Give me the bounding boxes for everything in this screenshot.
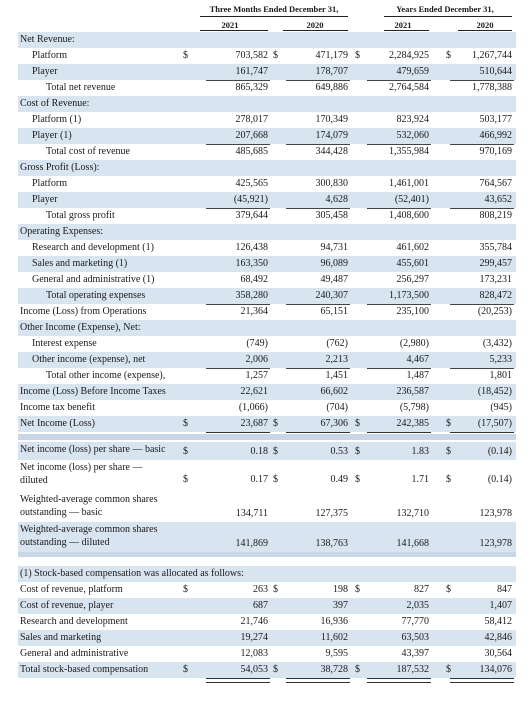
cell-value: 0.49	[330, 474, 348, 485]
cell-value: 141,668	[396, 538, 429, 549]
cell-value: 9,595	[325, 648, 348, 659]
col-header-q2021: 2021	[221, 20, 239, 30]
cell-value: 67,306	[320, 418, 348, 429]
dollar-sign: $	[446, 418, 451, 429]
cell-value: 687	[253, 600, 268, 611]
dollar-sign: $	[183, 50, 188, 61]
dollar-sign: $	[446, 50, 451, 61]
col-rule-1	[200, 30, 268, 31]
row-label: Income (Loss) Before Income Taxes	[20, 386, 166, 397]
row-label: Operating Expenses:	[20, 226, 104, 237]
row-label: General and administrative (1)	[32, 274, 155, 285]
row-label: Cost of Revenue:	[20, 98, 90, 109]
total-double-rule	[206, 678, 270, 683]
dollar-sign: $	[183, 474, 188, 485]
table-row	[18, 48, 516, 64]
table-row	[18, 96, 516, 112]
dollar-sign: $	[446, 474, 451, 485]
cell-value: 479,659	[396, 66, 429, 77]
cell-value: 1,267,744	[472, 50, 512, 61]
table-row	[18, 352, 516, 368]
row-label: Total stock-based compensation	[20, 664, 149, 675]
cell-value: 54,053	[240, 664, 268, 675]
cell-value: (945)	[490, 402, 512, 413]
cell-value: 66,602	[320, 386, 348, 397]
col-rule-4	[458, 30, 512, 31]
table-row	[18, 272, 516, 288]
table-row	[18, 384, 516, 400]
row-label: Cost of revenue, player	[20, 600, 114, 611]
cell-value: 1,408,600	[389, 210, 429, 221]
table-row	[18, 646, 516, 662]
cell-value: 134,076	[479, 664, 512, 675]
cell-value: 278,017	[235, 114, 268, 125]
table-row	[18, 522, 516, 552]
row-label: Platform	[32, 178, 67, 189]
dollar-sign: $	[355, 474, 360, 485]
cell-value: 0.18	[250, 446, 268, 457]
table-row	[18, 112, 516, 128]
cell-value: 1.83	[411, 446, 429, 457]
cell-value: 532,060	[396, 130, 429, 141]
cell-value: 2,284,925	[389, 50, 429, 61]
table-row	[18, 256, 516, 272]
table-row	[18, 64, 516, 80]
cell-value: 207,668	[235, 130, 268, 141]
cell-value: 2,764,584	[389, 82, 429, 93]
table-row	[18, 224, 516, 240]
col-header-y2020: 2020	[476, 20, 494, 30]
cell-value: 163,350	[235, 258, 268, 269]
table-row	[18, 240, 516, 256]
row-label: Weighted-average common shares	[20, 524, 158, 535]
three-months-header: Three Months Ended December 31,	[209, 4, 339, 14]
cell-value: 300,830	[315, 178, 348, 189]
row-label: Net Income (Loss)	[20, 418, 95, 429]
cell-value: (17,507)	[477, 418, 512, 429]
total-double-rule	[367, 678, 431, 683]
cell-value: 38,728	[320, 664, 348, 675]
table-row	[18, 630, 516, 646]
cell-value: 77,770	[401, 616, 429, 627]
cell-value: 2,006	[245, 354, 268, 365]
row-label: Weighted-average common shares	[20, 494, 158, 505]
total-double-rule	[286, 678, 350, 683]
cell-value: 11,602	[320, 632, 348, 643]
dollar-sign: $	[355, 50, 360, 61]
row-label: Total operating expenses	[46, 290, 146, 301]
cell-value: 1,257	[245, 370, 268, 381]
table-row	[18, 160, 516, 176]
cell-value: (762)	[326, 338, 348, 349]
dollar-sign: $	[183, 584, 188, 595]
cell-value: 123,978	[479, 508, 512, 519]
table-row	[18, 288, 516, 304]
cell-value: 94,731	[320, 242, 348, 253]
dollar-sign: $	[273, 474, 278, 485]
cell-value: 1,355,984	[389, 146, 429, 157]
cell-value: 141,869	[235, 538, 268, 549]
cell-value: 127,375	[315, 508, 348, 519]
cell-value: 21,746	[240, 616, 268, 627]
total-double-rule	[450, 678, 514, 683]
cell-value: 43,652	[484, 194, 512, 205]
dollar-sign: $	[183, 418, 188, 429]
cell-value: 21,364	[240, 306, 268, 317]
dollar-sign: $	[273, 584, 278, 595]
dollar-sign: $	[446, 664, 451, 675]
cell-value: (5,798)	[399, 402, 429, 413]
cell-value: (20,253)	[477, 306, 512, 317]
table-row	[18, 304, 516, 320]
cell-value: 1,173,500	[389, 290, 429, 301]
cell-value: 4,628	[325, 194, 348, 205]
cell-value: 173,231	[479, 274, 512, 285]
cell-value: (2,980)	[399, 338, 429, 349]
cell-value: 236,587	[396, 386, 429, 397]
col-header-y2021: 2021	[394, 20, 412, 30]
cell-value: 299,457	[479, 258, 512, 269]
cell-value: 4,467	[406, 354, 429, 365]
cell-value: 43,397	[401, 648, 429, 659]
table-row	[18, 492, 516, 522]
cell-value: 827	[414, 584, 429, 595]
cell-value: 23,687	[240, 418, 268, 429]
row-label: Player	[32, 194, 58, 205]
table-row	[18, 416, 516, 432]
table-row	[18, 598, 516, 614]
years-header: Years Ended December 31,	[396, 4, 494, 14]
row-label: Cost of revenue, platform	[20, 584, 123, 595]
table-row	[18, 192, 516, 208]
dollar-sign: $	[273, 664, 278, 675]
cell-value: 355,784	[479, 242, 512, 253]
cell-value: 503,177	[479, 114, 512, 125]
cell-value: 344,428	[315, 146, 348, 157]
section-separator	[18, 552, 516, 557]
row-label: Total gross profit	[46, 210, 115, 221]
cell-value: 30,564	[484, 648, 512, 659]
cell-value: (704)	[326, 402, 348, 413]
cell-value: 1,407	[489, 600, 512, 611]
table-row	[18, 368, 516, 384]
cell-value: 510,644	[479, 66, 512, 77]
row-label: Total cost of revenue	[46, 146, 130, 157]
cell-value: 305,458	[315, 210, 348, 221]
section-separator	[18, 434, 516, 440]
cell-value: 2,035	[406, 600, 429, 611]
cell-value: 242,385	[396, 418, 429, 429]
cell-value: (52,401)	[394, 194, 429, 205]
row-label: Net income (loss) per share — basic	[20, 444, 166, 455]
cell-value: 174,079	[315, 130, 348, 141]
row-label: Net Revenue:	[20, 34, 75, 45]
table-row	[18, 582, 516, 598]
row-label: outstanding — basic	[20, 507, 103, 518]
table-row	[18, 128, 516, 144]
cell-value: 134,711	[235, 508, 268, 519]
cell-value: 161,747	[235, 66, 268, 77]
cell-value: 703,582	[235, 50, 268, 61]
row-label: Interest expense	[32, 338, 97, 349]
row-label: Player	[32, 66, 58, 77]
row-label: Platform (1)	[32, 114, 82, 125]
cell-value: 68,492	[240, 274, 268, 285]
dollar-sign: $	[273, 418, 278, 429]
cell-value: 65,151	[320, 306, 348, 317]
row-label: outstanding — diluted	[20, 537, 110, 548]
row-label: Total other income (expense),	[46, 370, 166, 381]
cell-value: 358,280	[235, 290, 268, 301]
header-rule-q	[200, 16, 348, 17]
cell-value: 828,472	[479, 290, 512, 301]
cell-value: 16,936	[320, 616, 348, 627]
row-label: Player (1)	[32, 130, 72, 141]
table-row	[18, 80, 516, 96]
row-label: Total net revenue	[46, 82, 116, 93]
cell-value: 461,602	[396, 242, 429, 253]
cell-value: 1,778,388	[472, 82, 512, 93]
cell-value: 397	[333, 600, 348, 611]
cell-value: 865,329	[235, 82, 268, 93]
cell-value: 96,089	[320, 258, 348, 269]
dollar-sign: $	[446, 584, 451, 595]
dollar-sign: $	[355, 664, 360, 675]
cell-value: 178,707	[315, 66, 348, 77]
cell-value: (749)	[246, 338, 268, 349]
table-row	[18, 400, 516, 416]
cell-value: 263	[253, 584, 268, 595]
cell-value: 970,169	[479, 146, 512, 157]
row-label: Income (Loss) from Operations	[20, 306, 147, 317]
table-row	[18, 614, 516, 630]
row-label: Sales and marketing (1)	[32, 258, 128, 269]
cell-value: 425,565	[235, 178, 268, 189]
table-row	[18, 662, 516, 678]
cell-value: 42,846	[484, 632, 512, 643]
cell-value: 1,487	[406, 370, 429, 381]
cell-value: 466,992	[479, 130, 512, 141]
dollar-sign: $	[183, 446, 188, 457]
row-label: General and administrative	[20, 648, 129, 659]
table-row	[18, 32, 516, 48]
cell-value: 12,083	[240, 648, 268, 659]
row-label: Sales and marketing	[20, 632, 102, 643]
cell-value: 1,461,001	[389, 178, 429, 189]
cell-value: 22,621	[240, 386, 268, 397]
cell-value: 1,451	[325, 370, 348, 381]
cell-value: (45,921)	[233, 194, 268, 205]
col-rule-3	[384, 30, 429, 31]
cell-value: 58,412	[484, 616, 512, 627]
cell-value: 2,213	[325, 354, 348, 365]
cell-value: 1.71	[411, 474, 429, 485]
dollar-sign: $	[273, 50, 278, 61]
cell-value: 1,801	[489, 370, 512, 381]
cell-value: 808,219	[479, 210, 512, 221]
cell-value: 0.17	[250, 474, 268, 485]
cell-value: 485,685	[235, 146, 268, 157]
header-rule-y	[384, 16, 512, 17]
table-row	[18, 336, 516, 352]
cell-value: (0.14)	[487, 474, 512, 485]
dollar-sign: $	[183, 664, 188, 675]
cell-value: (3,432)	[482, 338, 512, 349]
row-label: (1) Stock-based compensation was allocated as follows:	[20, 568, 244, 579]
row-label: Net income (loss) per share —	[20, 462, 143, 473]
cell-value: 379,644	[235, 210, 268, 221]
cell-value: 471,179	[315, 50, 348, 61]
cell-value: 455,601	[396, 258, 429, 269]
table-row	[18, 144, 516, 160]
cell-value: 823,924	[396, 114, 429, 125]
dollar-sign: $	[355, 446, 360, 457]
dollar-sign: $	[355, 584, 360, 595]
cell-value: 764,567	[479, 178, 512, 189]
cell-value: 649,886	[315, 82, 348, 93]
table-row	[18, 176, 516, 192]
cell-value: (18,452)	[477, 386, 512, 397]
row-label: Other Income (Expense), Net:	[20, 322, 141, 333]
table-row	[18, 320, 516, 336]
cell-value: (0.14)	[487, 446, 512, 457]
table-row	[18, 208, 516, 224]
table-row	[18, 460, 516, 488]
dollar-sign: $	[355, 418, 360, 429]
row-label: Research and development (1)	[32, 242, 154, 253]
cell-value: 138,763	[315, 538, 348, 549]
table-row	[18, 566, 516, 582]
cell-value: 198	[333, 584, 348, 595]
cell-value: 235,100	[396, 306, 429, 317]
cell-value: 19,274	[240, 632, 268, 643]
row-label: Other income (expense), net	[32, 354, 146, 365]
cell-value: 63,503	[401, 632, 429, 643]
row-label: diluted	[20, 475, 48, 486]
cell-value: 132,710	[396, 508, 429, 519]
cell-value: 123,978	[479, 538, 512, 549]
row-label: Platform	[32, 50, 67, 61]
table-row	[18, 442, 516, 460]
cell-value: 126,438	[235, 242, 268, 253]
row-label: Income tax benefit	[20, 402, 95, 413]
dollar-sign: $	[273, 446, 278, 457]
dollar-sign: $	[446, 446, 451, 457]
cell-value: (1,066)	[238, 402, 268, 413]
cell-value: 256,297	[396, 274, 429, 285]
row-label: Gross Profit (Loss):	[20, 162, 100, 173]
row-label: Research and development	[20, 616, 128, 627]
cell-value: 847	[497, 584, 512, 595]
cell-value: 187,532	[396, 664, 429, 675]
cell-value: 0.53	[330, 446, 348, 457]
cell-value: 49,487	[320, 274, 348, 285]
cell-value: 240,307	[315, 290, 348, 301]
cell-value: 170,349	[315, 114, 348, 125]
col-rule-2	[283, 30, 348, 31]
cell-value: 5,233	[489, 354, 512, 365]
col-header-q2020: 2020	[306, 20, 324, 30]
